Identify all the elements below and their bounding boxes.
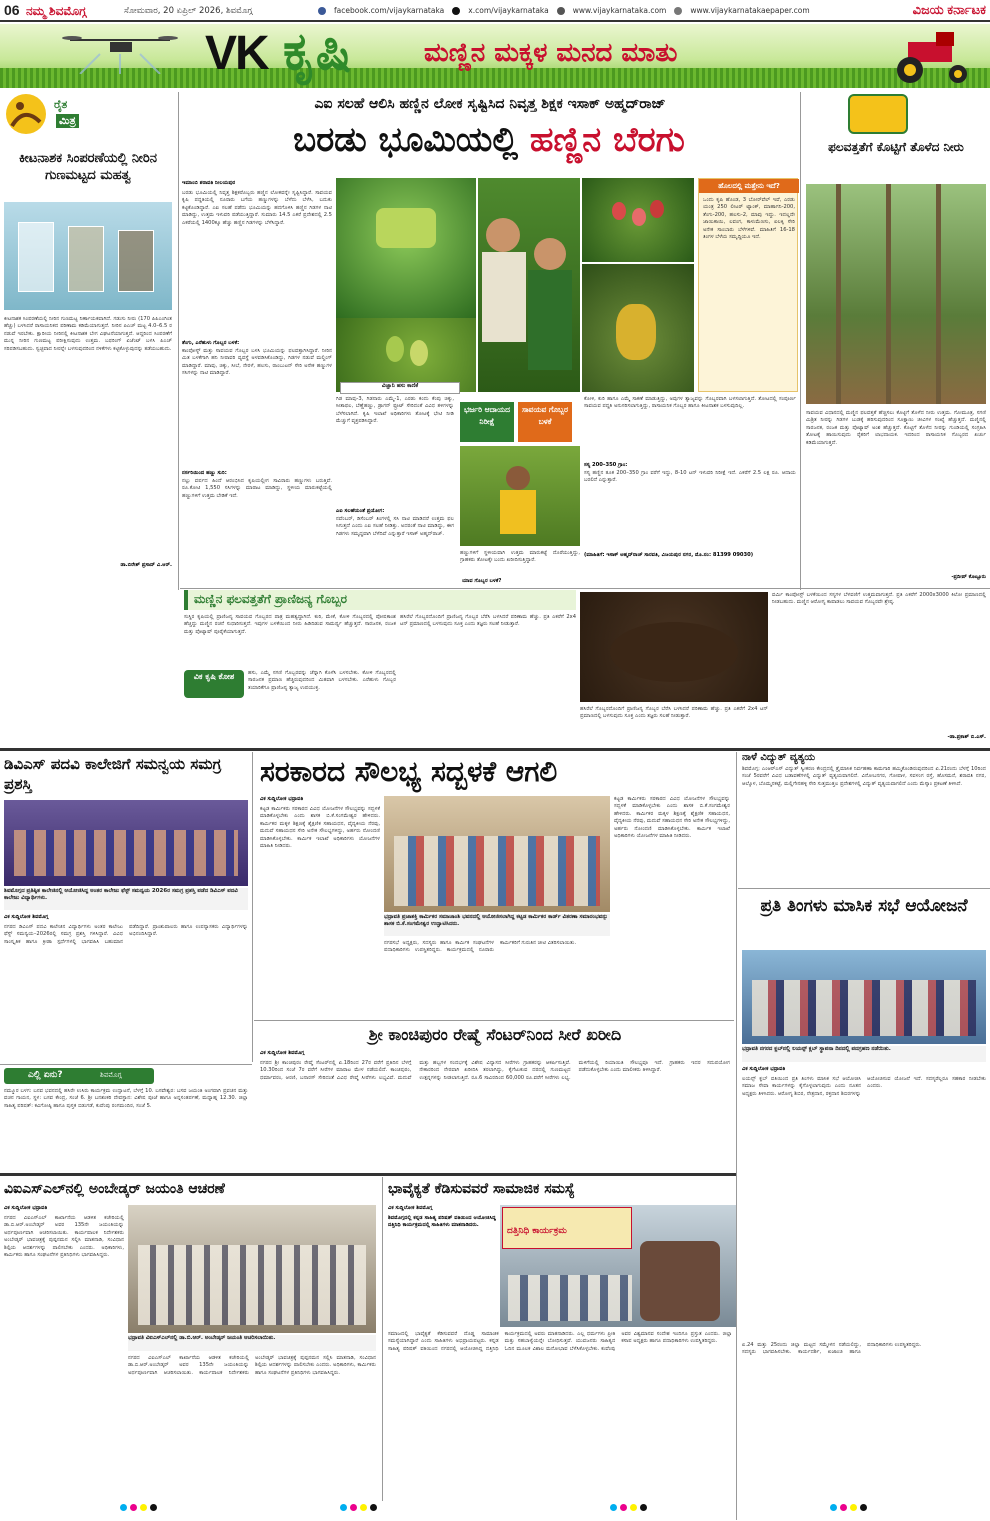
- fruit-box-body: ಒಂದು ಕೃಷಿ ಹೊಂಡ, 3 ಬೋರ್‌ವೆಲ್ ಇವೆ, ಎರಡು ಯಂತ್ರ 250 ಲೀಟರ್ ಟ್ಯಾಂಕ್, ಮಾಹಾಗನಿ-200, ತೆಂಗು-200, ಹಲಸು-2, ಮಾವು ಇದ್ದು. ಇದಲ್ಲದೇ ಜಾಯಿಕಾಯಿ, ಲವಂಗ, ಕಾಳುಮೆಣಸು, ಏಲಕ್ಕಿ ಸೇರಿ ಅನೇಕ ಸಾಂಬಾರು ಬೆಳೆಗಳಿವೆ. ಮಾಹಿತಿಗೆ 16-18 ತಿಂಗಳ ಬೆಳೆಯ ಸಮೃದ್ಧಿಯೂ ಇದೆ.: [703, 197, 795, 241]
- masthead-logo: ವಿಜಯ ಕರ್ನಾಟಕ: [912, 2, 986, 17]
- phalavattate-section: [802, 90, 990, 590]
- tractor-icon: [880, 28, 980, 84]
- social-epaper[interactable]: www.vijaykarnatakaepaper.com: [690, 6, 810, 15]
- social-facebook[interactable]: facebook.com/vijaykarnataka: [334, 6, 445, 15]
- page-header: [0, 0, 990, 22]
- edition-name: ನಮ್ಮ ಶಿವಮೊಗ್ಗ: [26, 4, 87, 18]
- registration-marks-center-right: [610, 1504, 647, 1511]
- farmer-icon: [4, 92, 48, 136]
- dvs-story: [0, 752, 250, 1062]
- dattinidhi-banner: [502, 1207, 632, 1249]
- sarkar-headline: ಸರಕಾರದ ಸೌಲಭ್ಯ ಸದ್ಬಳಕೆ ಆಗಲಿ: [260, 755, 558, 788]
- rose-apple-photo: [582, 178, 694, 262]
- mitra-label: ಮಿತ್ರ: [56, 114, 79, 128]
- tag-savayava: ಸಾವಯವ ಗೊಬ್ಬರ ಬಳಕೆ: [518, 402, 572, 442]
- lead-sub3: ಎಐ ಸಲಹೆಯಂತೆ ಪ್ರಯೋಗ:: [336, 508, 385, 514]
- gobbara-section: [180, 590, 990, 746]
- lead-contact-label: ಯಾವ ಗೊಬ್ಬರ ಬಳಕೆ?: [462, 578, 502, 584]
- lead-body3: ನಲ್ಲು ವರ್ಷದ ಹಿಂದೆ ಆರಂಭಿಸಿದ ಕೃಷಿಯಲ್ಲೀಗ ಸಾವಿರಾರು ಹಣ್ಣುಗಳು ಬರುತ್ತಿವೆ. ರೂ.ಕೋಟಿ 1,550 ಸಸಿಗಳನ್ನು ಮಾರಾಟ ಮಾಡಿದ್ದು, ಸ್ಥಳೀಯ ಮಾರುಕಟ್ಟೆಯಲ್ಲಿ ಹಣ್ಣುಗಳಿಗೆ ಉತ್ತಮ ಬೇಡಿಕೆ ಇದೆ.: [182, 478, 332, 499]
- registration-marks-center-left: [340, 1504, 377, 1511]
- globe-icon: [557, 7, 565, 15]
- raitha-mitra-headline: ಕೀಟನಾಶಕ ಸಿಂಪರಣೆಯಲ್ಲಿ ನೀರಿನ ಗುಣಮಟ್ಟದ ಮಹತ್ವ: [19, 151, 157, 183]
- krishi-kosha-badge: ವಿಕ ಕೃಷಿ ಕೋಶ: [184, 670, 244, 698]
- social-x[interactable]: x.com/vijaykarnataka: [468, 6, 549, 15]
- raitha-mitra-section: [0, 90, 176, 590]
- badge-emblem: [848, 94, 908, 134]
- bhavaikyate-body: ಸಮಾಜದಲ್ಲಿ ಭಾವೈಕ್ಯತೆ ಕೆಡಿಸುವವರೆ ದೊಡ್ಡ ಸಾಮಾಜಿಕ ಸಮಸ್ಯೆಯಾಗಿದ್ದಾರೆ ಎಂದು ಸಾಹಿತಿಗಳು ಅಭಿಪ್ರಾಯಪಟ್ಟರು. ಕನ್ನಡ ಸಾಹಿತ್ಯ ಪರಿಷತ್ ವತಿಯಿಂದ ನಗರದಲ್ಲಿ ಆಯೋಜಿಸಿದ್ದ ದತ್ತಿನಿಧಿ ಕಾರ್ಯಕ್ರಮದಲ್ಲಿ ಅವರು ಮಾತನಾಡಿದರು. ಎಲ್ಲ ಧರ್ಮಗಳು ಪ್ರೀತಿ ಮತ್ತು ಸಹಬಾಳ್ವೆಯನ್ನೇ ಬೋಧಿಸುತ್ತವೆ. ಯುವಜನರು ಸಾಹಿತ್ಯದ ಓದಿನ ಮೂಲಕ ವಿಶಾಲ ಮನೋಭಾವ ಬೆಳೆಸಿಕೊಳ್ಳಬೇಕು. ಕುವೆಂಪು ಅವರ ವಿಶ್ವಮಾನವ ಸಂದೇಶ ಇಂದಿಗೂ ಪ್ರಸ್ತುತ ಎಂದರು. ಜಿಲ್ಲಾ ಕಸಾಪ ಅಧ್ಯಕ್ಷರು ಹಾಗೂ ಪದಾಧಿಕಾರಿಗಳು ಉಪಸ್ಥಿತರಿದ್ದರು.: [388, 1331, 732, 1352]
- tag-bharjari: ಭರ್ಜರಿ ಆದಾಯದ ನಿರೀಕ್ಷೆ: [460, 402, 514, 442]
- fruit-info-box: [698, 178, 798, 392]
- drone-icon: [60, 30, 180, 74]
- x-icon: [452, 7, 460, 15]
- scientist-caption: ವಿಜ್ಞಾನಿ ಹಸು ಕಾಣಿಕೆ: [340, 382, 460, 394]
- farmers-photo: [478, 178, 580, 392]
- lead-story: [180, 90, 798, 590]
- bhavaikyate-story: [384, 1177, 736, 1501]
- vermicompost-photo: [580, 592, 768, 702]
- lead-sub2: ನರ್ಸರಿಯಿಂದ ಹಣ್ಣು ಸುರಿ:: [182, 470, 227, 476]
- gobbara-body3: ಹಸಿರೆಲೆ ಗೊಬ್ಬರದೊಂದಿಗೆ ಪ್ರಾಣಿಜನ್ಯ ಗೊಬ್ಬರ ಬೆರೆಸಿ ಬಳಸಿದರೆ ಪರಿಣಾಮ ಹೆಚ್ಚು. ಪ್ರತಿ ಎಕರೆಗೆ 2x4 ಟನ್ ಪ್ರಮಾಣದಲ್ಲಿ ಬಳಸುವುದು ಸೂಕ್ತ ಎಂದು ತಜ್ಞರು ಸಲಹೆ ನೀಡುತ್ತಾರೆ.: [400, 614, 576, 628]
- gobbara-byline: -ಡಾ.ಪ್ರಕಾಶ್ ಬಿ.ಎಸ್.: [947, 734, 986, 740]
- edition-date: ಸೋಮವಾರ, 20 ಏಪ್ರಿಲ್ 2026, ಶಿವಮೊಗ್ಗ: [124, 6, 253, 16]
- registration-marks-left: [120, 1504, 157, 1511]
- masika-byline: ವಿಕ ಸುದ್ದಿಲೋಕ ಭದ್ರಾವತಿ: [742, 1066, 786, 1072]
- vbsl-headline: ವಿಐಎಸ್‌ಎಲ್‌ನಲ್ಲಿ ಅಂಬೇಡ್ಕರ್ ಜಯಂತಿ ಆಚರಣೆ: [4, 1181, 225, 1197]
- bhavaikyate-side-caption: ಶಿವಮೊಗ್ಗದಲ್ಲಿ ಕನ್ನಡ ಸಾಹಿತ್ಯ ಪರಿಷತ್ ವತಿಯಿಂದ ಆಯೋಜಿಸಿದ್ದ ದತ್ತಿನಿಧಿ ಕಾರ್ಯಕ್ರಮದಲ್ಲಿ ಸಾಹಿತಿಗಳು ಮಾತನಾಡಿದರು.: [388, 1215, 496, 1229]
- gobbara-body-lower: ಹಸಿರೆಲೆ ಗೊಬ್ಬರದೊಂದಿಗೆ ಪ್ರಾಣಿಜನ್ಯ ಗೊಬ್ಬರ ಬೆರೆಸಿ ಬಳಸಿದರೆ ಪರಿಣಾಮ ಹೆಚ್ಚು. ಪ್ರತಿ ಎಕರೆಗೆ 2x4 ಟನ್ ಪ್ರಮಾಣದಲ್ಲಿ ಬಳಸುವುದು ಸೂಕ್ತ ಎಂದು ತಜ್ಞರು ಸಲಹೆ ನೀಡುತ್ತಾರೆ.: [580, 706, 768, 720]
- lead-byline: ಇಮಾಂಬಿ ಶರಾವತಿ ನೀಲಯಪುರ: [182, 180, 236, 186]
- fruit-box-sub: ಸಸ್ಯ 200–350 ಗ್ರಾಂ:: [584, 462, 628, 468]
- banner-vk: VK: [205, 27, 268, 80]
- kanchi-body: ನಗರದ ಶ್ರೀ ಕಾಂಚಿಪುರಂ ರೇಷ್ಮೆ ಸೆಂಟರ್‌ನಲ್ಲಿ ಏ.18ರಿಂದ 27ರ ವರೆಗೆ ಪ್ರತಿದಿನ ಬೆಳಗ್ಗೆ 10.30ರಿಂದ ಸಂಜೆ 7ರ ವರೆಗೆ ಸೀರೆಗಳ ಮಾರಾಟ ಮೇಳ ನಡೆಯಲಿದೆ. ಕಾಂಚಿಪುರಂ, ಧರ್ಮಾವರಂ, ಆರಣಿ, ಬನಾರಸ್ ಸೇರಿದಂತೆ ವಿವಿಧ ರೇಷ್ಮೆ ಸೀರೆಗಳು ಲಭ್ಯವಿವೆ. ಮದುವೆ ಮತ್ತು ಹಬ್ಬಗಳ ಸಂದರ್ಭಕ್ಕೆ ವಿಶೇಷ ವಿನ್ಯಾಸದ ಸೀರೆಗಳು ಗ್ರಾಹಕರನ್ನು ಆಕರ್ಷಿಸುತ್ತಿವೆ. ನೇಕಾರರಿಂದ ನೇರವಾಗಿ ಖರೀದಿಸಿ ತರಲಾಗಿದ್ದು, ಕೈಗೆಟುಕುವ ದರದಲ್ಲಿ ಗುಣಮಟ್ಟದ ಉತ್ಪನ್ನಗಳನ್ನು ನೀಡಲಾಗುತ್ತಿದೆ. ರೂ.6 ಸಾವಿರದಿಂದ 60,000 ರೂ.ವರೆಗೆ ಸೀರೆಗಳು ಲಭ್ಯ. ಮಳಿಗೆಯಲ್ಲಿ ರಿಯಾಯಿತಿ ಸೌಲಭ್ಯವೂ ಇದೆ. ಗ್ರಾಹಕರು ಇದರ ಸದುಪಯೋಗ ಪಡೆದುಕೊಳ್ಳಬೇಕು ಎಂದು ಮಾಲೀಕರು ತಿಳಿಸಿದ್ದಾರೆ.: [260, 1060, 730, 1081]
- vbsl-ambedkar-photo: [128, 1205, 376, 1333]
- page-number: 06: [4, 2, 20, 18]
- vbsl-body-right: ನಗರದ ವಿಐಎಸ್‌ಎಲ್ ಕಾರ್ಖಾನೆಯ ಆಡಳಿತ ಕಚೇರಿಯಲ್ಲಿ ಡಾ.ಬಿ.ಆರ್.ಅಂಬೇಡ್ಕರ್ ಅವರ 135ನೇ ಜಯಂತಿಯನ್ನು ಅರ್ಥಪೂರ್ಣವಾಗಿ ಆಚರಿಸಲಾಯಿತು. ಕಾರ್ಯಪಾಲಕ ನಿರ್ದೇಶಕರು ಅಂಬೇಡ್ಕರ್ ಭಾವಚಿತ್ರಕ್ಕೆ ಪುಷ್ಪನಮನ ಸಲ್ಲಿಸಿ ಮಾತನಾಡಿ, ಸಂವಿಧಾನ ಶಿಲ್ಪಿಯ ಆದರ್ಶಗಳನ್ನು ಪಾಲಿಸಬೇಕು ಎಂದರು. ಅಧಿಕಾರಿಗಳು, ಕಾರ್ಮಿಕರು ಹಾಗೂ ಸಂಘಟನೆಗಳ ಪ್ರತಿನಿಧಿಗಳು ಭಾಗವಹಿಸಿದ್ದರು.: [128, 1355, 376, 1376]
- lead-headline: [180, 118, 798, 162]
- dvs-headline: ಡಿವಿಎಸ್ ಪದವಿ ಕಾಲೇಜಿಗೆ ಸಮನ್ವಯ ಸಮಗ್ರ ಪ್ರಶಸ್ತಿ: [4, 755, 222, 793]
- lions-club-photo: [742, 950, 986, 1044]
- banner-tagline: ಮಣ್ಣಿನ ಮಕ್ಕಳ ಮನದ ಮಾತು: [424, 38, 678, 68]
- vbsl-body: ನಗರದ ವಿಐಎಸ್‌ಎಲ್ ಕಾರ್ಖಾನೆಯ ಆಡಳಿತ ಕಚೇರಿಯಲ್ಲಿ ಡಾ.ಬಿ.ಆರ್.ಅಂಬೇಡ್ಕರ್ ಅವರ 135ನೇ ಜಯಂತಿಯನ್ನು ಅರ್ಥಪೂರ್ಣವಾಗಿ ಆಚರಿಸಲಾಯಿತು. ಕಾರ್ಯಪಾಲಕ ನಿರ್ದೇಶಕರು ಅಂಬೇಡ್ಕರ್ ಭಾವಚಿತ್ರಕ್ಕೆ ಪುಷ್ಪನಮನ ಸಲ್ಲಿಸಿ ಮಾತನಾಡಿ, ಸಂವಿಧಾನ ಶಿಲ್ಪಿಯ ಆದರ್ಶಗಳನ್ನು ಪಾಲಿಸಬೇಕು ಎಂದರು. ಅಧಿಕಾರಿಗಳು, ಕಾರ್ಮಿಕರು ಹಾಗೂ ಸಂಘಟನೆಗಳ ಪ್ರತಿನಿಧಿಗಳು ಭಾಗವಹಿಸಿದ್ದರು.: [4, 1215, 124, 1259]
- coconut-grove-photo: [806, 184, 986, 404]
- banner-brand: ಕೃಷಿ: [283, 24, 352, 81]
- registration-marks-right: [830, 1504, 867, 1511]
- vidyut-body: ಶಿವಮೊಗ್ಗ: ಎಂಆರ್‌ಎಸ್ ವಿದ್ಯುತ್ ಸ್ವೀಕರಣ ಕೇಂದ್ರದಲ್ಲಿ ತ್ರೈಮಾಸಿಕ ನಿರ್ವಹಣಾ ಕಾಮಗಾರಿ ಹಮ್ಮಿಕೊಂಡಿರುವುದರಿಂದ ಏ.21ರಂದು ಬೆಳಗ್ಗೆ 10ರಿಂದ ಸಂಜೆ 5ರವರೆಗೆ ವಿವಿಧ ಬಡಾವಣೆಗಳಲ್ಲಿ ವಿದ್ಯುತ್ ವ್ಯತ್ಯಯವಾಗಲಿದೆ. ವಿನೋಬನಗರ, ಗೋಪಾಳ, ಸವಳಂಗ ರಸ್ತೆ, ಹೊಸಮನೆ, ಶರಾವತಿ ನಗರ, ಆಲ್ಕೊಳ, ಬೊಮ್ಮನಕಟ್ಟೆ, ಮಲ್ಲಿಗೇನಹಳ್ಳಿ ಸೇರಿ ಸುತ್ತಮುತ್ತಲ ಪ್ರದೇಶಗಳಲ್ಲಿ ವಿದ್ಯುತ್ ವ್ಯತ್ಯಯವಾಗಲಿದೆ ಎಂದು ಮೆಸ್ಕಾಂ ಪ್ರಕಟಣೆ ತಿಳಿಸಿದೆ.: [742, 766, 986, 787]
- epaper-icon: [674, 7, 682, 15]
- mango-photo: [336, 318, 476, 392]
- sarkar-body: ಕಟ್ಟಡ ಕಾರ್ಮಿಕರು ಸರಕಾರದ ವಿವಿಧ ಯೋಜನೆಗಳ ಸೌಲಭ್ಯವನ್ನು ಸದ್ಬಳಕೆ ಮಾಡಿಕೊಳ್ಳಬೇಕು ಎಂದು ಶಾಸಕ ಬಿ.ಕೆ.ಸಂಗಮೇಶ್ವರ ಹೇಳಿದರು. ಕಾರ್ಮಿಕರ ಮಕ್ಕಳ ಶಿಕ್ಷಣಕ್ಕೆ ಶೈಕ್ಷಣಿಕ ಸಹಾಯಧನ, ವೈದ್ಯಕೀಯ ನೆರವು, ಮದುವೆ ಸಹಾಯಧನ ಸೇರಿ ಅನೇಕ ಸೌಲಭ್ಯಗಳಿದ್ದು, ಅರ್ಹರು ನೋಂದಣಿ ಮಾಡಿಸಿಕೊಳ್ಳಬೇಕು. ಕಾರ್ಮಿಕ ಇಲಾಖೆ ಅಧಿಕಾರಿಗಳು ಯೋಜನೆಗಳ ಮಾಹಿತಿ ನೀಡಿದರು.: [260, 806, 380, 850]
- elli-enu-box: [0, 1066, 252, 1172]
- masika-body2: ಏ.24 ಮತ್ತು 25ರಂದು ಜಿಲ್ಲಾ ಮಟ್ಟದ ಸಮ್ಮೇಳನ ನಡೆಯಲಿದ್ದು, ಸದಸ್ಯರು ಭಾಗವಹಿಸಬೇಕು. ಕಾರ್ಯದರ್ಶಿ, ಖಜಾಂಚಿ ಹಾಗೂ ಪದಾಧಿಕಾರಿಗಳು ಉಪಸ್ಥಿತರಿದ್ದರು.: [742, 1342, 922, 1356]
- masika-caption: ಭದ್ರಾವತಿ ನಗರದ ಕ್ಲಬ್‌ನಲ್ಲಿ ಲಯನ್ಸ್ ಕ್ಲಬ್ ಸ್ಥಾಪನಾ ದಿನದಲ್ಲಿ ಪದಗ್ರಹಣ ನಡೆಯಿತು.: [742, 1046, 986, 1062]
- bananas-photo: [336, 178, 476, 318]
- social-links: [318, 6, 810, 15]
- elli-enu-title: ಎಲ್ಲಿ ಏನು?: [28, 1070, 63, 1080]
- vidyut-headline: ನಾಳೆ ವಿದ್ಯುತ್ ವ್ಯತ್ಯಯ: [742, 752, 816, 763]
- fruit-box-title: ಹೊಲದಲ್ಲಿ ಮತ್ತೇನು ಇದೆ?: [699, 179, 799, 193]
- vidyut-story: [738, 752, 990, 886]
- gobbara-body4: ವರ್ಮಿ ಕಾಂಪೋಸ್ಟ್ ಬಳಕೆಯಿಂದ ಸಸ್ಯಗಳ ಬೆಳವಣಿಗೆ ಉತ್ತಮವಾಗುತ್ತದೆ. ಪ್ರತಿ ಎಕರೆಗೆ 2000x3000 ಕಿಲೋ ಪ್ರಮಾಣದಲ್ಲಿ ನೀಡಬಹುದು. ಮಣ್ಣಿನ ಆರೋಗ್ಯ ಕಾಪಾಡಲು ಸಾವಯವ ಗೊಬ್ಬರವೇ ಶ್ರೇಷ್ಠ.: [772, 592, 986, 606]
- gobbara-body: ಸುಸ್ಥಿರ ಕೃಷಿಯಲ್ಲಿ ಪ್ರಾಣಿಜನ್ಯ ಸಾವಯವ ಗೊಬ್ಬರದ ಪಾತ್ರ ಮಹತ್ವದ್ದಾಗಿದೆ. ಕುರಿ, ಮೇಕೆ, ಕೋಳಿ ಗೊಬ್ಬರದಲ್ಲಿ ಪೋಷಕಾಂಶ ಹೆಚ್ಚಿದ್ದು ಮಣ್ಣಿನ ರಚನೆ ಸುಧಾರಿಸುತ್ತದೆ. ಇವುಗಳ ಬಳಕೆಯಿಂದ ನೀರು ಹಿಡಿದಿಡುವ ಸಾಮರ್ಥ್ಯ ಹೆಚ್ಚುತ್ತದೆ. ಸಾರಜನಕ, ರಂಜಕ ಮತ್ತು ಪೊಟ್ಯಾಷ್ ಪೂರೈಕೆಯಾಗುತ್ತದೆ.: [184, 614, 396, 635]
- gobbara-headline-bar: [184, 590, 576, 610]
- elli-enu-place: ಶಿವಮೊಗ್ಗ: [100, 1071, 122, 1079]
- phalavattate-body: ಸಾವಯವ ವಿಧಾನದಲ್ಲಿ ಮಣ್ಣಿನ ಫಲವತ್ತತೆ ಹೆಚ್ಚಿಸಲು ಕೊಟ್ಟಿಗೆ ತೊಳೆದ ನೀರು ಉತ್ತಮ. ಗೋಮೂತ್ರ, ಸಗಣಿ ಮಿಶ್ರಿತ ನೀರನ್ನು ಗಿಡಗಳ ಬುಡಕ್ಕೆ ಹರಿಸುವುದರಿಂದ ಸೂಕ್ಷ್ಮಾಣು ಜೀವಿಗಳ ಸಂಖ್ಯೆ ಹೆಚ್ಚುತ್ತದೆ. ಮಣ್ಣಿನಲ್ಲಿ ಸಾರಜನಕ, ರಂಜಕ ಮತ್ತು ಪೊಟ್ಯಾಷ್ ಅಂಶ ಹೆಚ್ಚುತ್ತದೆ. ಕೊಟ್ಟಿಗೆ ತೊಳೆದ ನೀರನ್ನು ಗುಂಡಿಯಲ್ಲಿ ಸಂಗ್ರಹಿಸಿ ತೋಟಕ್ಕೆ ಹಾಯಿಸುವುದು ರೈತರಿಗೆ ಲಾಭದಾಯಕ. ಇದರಿಂದ ರಾಸಾಯನಿಕ ಗೊಬ್ಬರದ ಖರ್ಚು ಕಡಿಮೆಯಾಗುತ್ತದೆ.: [806, 410, 986, 446]
- sarkar-story: [254, 752, 734, 1020]
- lead-body6: ಹಣ್ಣುಗಳಿಗೆ ಸ್ಥಳೀಯವಾಗಿ ಉತ್ತಮ ಮಾರುಕಟ್ಟೆ ದೊರೆಯುತ್ತಿದ್ದು, ಗ್ರಾಹಕರು ತೋಟಕ್ಕೇ ಬಂದು ಖರೀದಿಸುತ್ತಿದ್ದಾರೆ.: [460, 550, 580, 564]
- vbsl-caption: ಭದ್ರಾವತಿ ವಿಐಎಸ್‌ಎಲ್‌ನಲ್ಲಿ ಡಾ.ಬಿ.ಆರ್. ಅಂಬೇಡ್ಕರ್ ಜಯಂತಿ ಆಚರಿಸಲಾಯಿತು.: [128, 1335, 376, 1351]
- phalavattate-headline: ಫಲವತ್ತತೆಗೆ ಕೊಟ್ಟಿಗೆ ತೊಳೆದ ನೀರು: [828, 140, 964, 154]
- sarkar-body-right: ಕಟ್ಟಡ ಕಾರ್ಮಿಕರು ಸರಕಾರದ ವಿವಿಧ ಯೋಜನೆಗಳ ಸೌಲಭ್ಯವನ್ನು ಸದ್ಬಳಕೆ ಮಾಡಿಕೊಳ್ಳಬೇಕು ಎಂದು ಶಾಸಕ ಬಿ.ಕೆ.ಸಂಗಮೇಶ್ವರ ಹೇಳಿದರು. ಕಾರ್ಮಿಕರ ಮಕ್ಕಳ ಶಿಕ್ಷಣಕ್ಕೆ ಶೈಕ್ಷಣಿಕ ಸಹಾಯಧನ, ವೈದ್ಯಕೀಯ ನೆರವು, ಮದುವೆ ಸಹಾಯಧನ ಸೇರಿ ಅನೇಕ ಸೌಲಭ್ಯಗಳಿದ್ದು, ಅರ್ಹರು ನೋಂದಣಿ ಮಾಡಿಸಿಕೊಳ್ಳಬೇಕು. ಕಾರ್ಮಿಕ ಇಲಾಖೆ ಅಧಿಕಾರಿಗಳು ಯೋಜನೆಗಳ ಮಾಹಿತಿ ನೀಡಿದರು.: [614, 796, 730, 840]
- dvs-body: ನಗರದ ಡಿವಿಎಸ್ ಪದವಿ ಕಾಲೇಜಿನ ವಿದ್ಯಾರ್ಥಿಗಳು ಅಂತರ ಕಾಲೇಜು ಫೆಸ್ಟ್ ಸಮನ್ವಯ–2026ರಲ್ಲಿ ಸಮಗ್ರ ಪ್ರಶಸ್ತಿ ಗಳಿಸಿದ್ದಾರೆ. ವಿವಿಧ ಸಾಂಸ್ಕೃತಿಕ ಹಾಗೂ ಕ್ರೀಡಾ ಸ್ಪರ್ಧೆಗಳಲ್ಲಿ ಭಾಗವಹಿಸಿ ಬಹುಮಾನ ಪಡೆದಿದ್ದಾರೆ. ಪ್ರಾಂಶುಪಾಲರು ಹಾಗೂ ಉಪನ್ಯಾಸಕರು ವಿದ್ಯಾರ್ಥಿಗಳನ್ನು ಅಭಿನಂದಿಸಿದ್ದಾರೆ.: [4, 924, 248, 945]
- lead-body4: ಗಿಡ ಮಾವು-3, ಗಿಡನಾರು ಎಮ್ಮೆ-1, ಎರಡು ಕಂದು ಕೆಂಪು ಚಿಕ್ಕು, ಸೀತಾಫಲ, ಬೆಣ್ಣೆಹಣ್ಣು, ಡ್ರಾಗನ್ ಫ್ರೂಟ್ ಸೇರಿದಂತೆ ವಿವಿಧ ತಳಿಗಳನ್ನು ಬೆಳೆಸಲಾಗಿದೆ. ಕೃಷಿ ಇಲಾಖೆ ಅಧಿಕಾರಿಗಳು ತೋಟಕ್ಕೆ ಭೇಟಿ ನೀಡಿ ಮೆಚ್ಚುಗೆ ವ್ಯಕ್ತಪಡಿಸಿದ್ದಾರೆ.: [336, 396, 454, 425]
- sarkar-byline: ವಿಕ ಸುದ್ದಿಲೋಕ ಭದ್ರಾವತಿ: [260, 796, 304, 802]
- kanchi-byline: ವಿಕ ಸುದ್ದಿಲೋಕ ಶಿವಮೊಗ್ಗ: [260, 1050, 305, 1056]
- raitha-label: ರೈತ: [54, 98, 68, 111]
- fruit-box-contact: (ಮಾಹಿತಿಗೆ: ಇಸಾಕ್ ಅಹ್ಮದ್‌ರಾಜ್ ಸಾರವತಿ, ವಿಜಯಪುರ ನಗರ, ಮೊ.ನಂ: 81399 09030): [584, 552, 754, 558]
- lead-sub1: ತೆಂಗು, ಎರೆಹುಳು ಗೊಬ್ಬರ ಬಳಕೆ:: [182, 340, 240, 346]
- gobbara-body2: ಹಸು, ಎಮ್ಮೆ ಸಗಣಿ ಗೊಬ್ಬರವನ್ನು ಚೆನ್ನಾಗಿ ಕೊಳೆಸಿ ಬಳಸಬೇಕು. ಕೋಳಿ ಗೊಬ್ಬರದಲ್ಲಿ ಸಾರಜನಕ ಪ್ರಮಾಣ ಹೆಚ್ಚಿರುವುದರಿಂದ ಮಿತವಾಗಿ ಬಳಸಬೇಕು. ಎರೆಹುಳು ಗೊಬ್ಬರ ತಯಾರಿಕೆಗೂ ಪ್ರಾಣಿಜನ್ಯ ತ್ಯಾಜ್ಯ ಉಪಯುಕ್ತ.: [248, 670, 396, 691]
- dvs-byline: ವಿಕ ಸುದ್ದಿಲೋಕ ಶಿವಮೊಗ್ಗ: [4, 914, 49, 920]
- dvs-caption: ಶಿವಮೊಗ್ಗದ ಪ್ರತಿಷ್ಠಿತ ಕಾಲೇಜಿನಲ್ಲಿ ಆಯೋಜಿಸಿದ್ದ ಅಂತರ ಕಾಲೇಜು ಫೆಸ್ಟ್ ಸಮನ್ವಯ 2026ರ ಸಮಗ್ರ ಪ್ರಶಸ್ತಿ ಪಡೆದ ಡಿವಿಎಸ್ ಪದವಿ ಕಾಲೇಜು ವಿದ್ಯಾರ್ಥಿಗಳು.: [4, 888, 248, 910]
- lead-headline-part1: ಬರಡು ಭೂಮಿಯಲ್ಲಿ: [293, 120, 519, 160]
- lead-body: ಬರಡು ಭೂಮಿಯಲ್ಲಿ ನಿವೃತ್ತ ಶಿಕ್ಷಕರೊಬ್ಬರು ಹಣ್ಣಿನ ಲೋಕವನ್ನೇ ಸೃಷ್ಟಿಸಿದ್ದಾರೆ. ಸಾವಯವ ಕೃಷಿ ಪದ್ಧತಿಯಲ್ಲಿ ನೂರಾರು ಬಗೆಯ ಹಣ್ಣುಗಳನ್ನು ಬೆಳೆದು ಬೆಳೆಸಿ, ಬದುಕು ಕಟ್ಟಿಕೊಂಡಿದ್ದಾರೆ. ಎಐ ಸಲಹೆ ಪಡೆದು ಭೂಮಿಯನ್ನು ಹದಗೊಳಿಸಿ ಹಣ್ಣಿನ ಗಿಡಗಳ ನಾಟಿ ಮಾಡಿದ್ದು, ಉತ್ತಮ ಇಳುವರಿ ಪಡೆಯುತ್ತಿದ್ದಾರೆ. ಸುಮಾರು 14.5 ಎಕರೆ ಪ್ರದೇಶದಲ್ಲಿ 2.5 ಎಕರೆಯಲ್ಲಿ 1400ಕ್ಕೂ ಹೆಚ್ಚು ಹಣ್ಣಿನ ಗಿಡಗಳನ್ನು ಬೆಳೆಸಿದ್ದಾರೆ.: [182, 190, 332, 226]
- vbsl-byline: ವಿಕ ಸುದ್ದಿಲೋಕ ಭದ್ರಾವತಿ: [4, 1205, 48, 1211]
- raitha-mitra-badge: [4, 92, 104, 136]
- facebook-icon: [318, 7, 326, 15]
- sarkar-caption: ಭದ್ರಾವತಿ ಪ್ರಜಾಶಕ್ತಿ ಕಾರ್ಮಿಕರ ಸಮಾಜಾಂಶಿ ಭವನದಲ್ಲಿ ಆಯೋಜಿಸಲಾಗಿದ್ದ ಕಟ್ಟಡ ಕಾರ್ಮಿಕರ ಕಾರ್ಡ್ ವಿತರಣಾ ಸಮಾರಂಭವನ್ನು ಶಾಸಕ ಬಿ.ಕೆ.ಸಂಗಮೇಶ್ವರ ಉದ್ಘಾಟಿಸಿದರು.: [384, 914, 610, 936]
- masika-story: [738, 890, 990, 1520]
- kanchi-story: [254, 1022, 734, 1172]
- dvs-award-photo: [4, 800, 248, 886]
- water-glasses-photo: [4, 202, 172, 310]
- lead-body2: ಕಾಂಪೋಸ್ಟ್ ಮತ್ತು ಸಾವಯವ ಗೊಬ್ಬರ ಬಳಸಿ ಭೂಮಿಯನ್ನು ಫಲವತ್ತಾಗಿಸಿದ್ದಾರೆ. ನೀರಿನ ಮಿತ ಬಳಕೆಗಾಗಿ ಹನಿ ನೀರಾವರಿ ವ್ಯವಸ್ಥೆ ಅಳವಡಿಸಿಕೊಂಡಿದ್ದು, ಗಿಡಗಳ ನಡುವೆ ಮಲ್ಚಿಂಗ್ ಮಾಡಿದ್ದಾರೆ. ಮಾವು, ಚಿಕ್ಕು, ಸೀಬೆ, ನೇರಳೆ, ಹಲಸು, ರಾಂಬುಟನ್ ಸೇರಿ ಅನೇಕ ಹಣ್ಣುಗಳ ಸಸಿಗಳನ್ನು ನಾಟಿ ಮಾಡಿದ್ದಾರೆ.: [182, 348, 332, 377]
- social-website[interactable]: www.vijaykarnataka.com: [572, 6, 667, 15]
- sarkar-body2: ನಗರಸಭೆ ಅಧ್ಯಕ್ಷರು, ಸದಸ್ಯರು ಹಾಗೂ ಕಾರ್ಮಿಕ ಸಂಘಟನೆಗಳ ಪದಾಧಿಕಾರಿಗಳು ಉಪಸ್ಥಿತರಿದ್ದರು. ಕಾರ್ಯಕ್ರಮದಲ್ಲಿ ನೂರಾರು ಕಾರ್ಮಿಕರಿಗೆ ಗುರುತಿನ ಚೀಟಿ ವಿತರಿಸಲಾಯಿತು.: [384, 940, 577, 954]
- gobbara-headline: ಮಣ್ಣಿನ ಫಲವತ್ತತೆಗೆ ಪ್ರಾಣಿಜನ್ಯ ಗೊಬ್ಬರ: [194, 592, 347, 606]
- raitha-mitra-body: ಕೀಟನಾಶಕ ಸಿಂಪರಣೆಯಲ್ಲಿ ನೀರಿನ ಗುಣಮಟ್ಟ ನಿರ್ಣಾಯಕವಾಗಿದೆ. ಗಡುಸು ನೀರು (170 ಪಿಪಿಎಂಗಿಂತ ಹೆಚ್ಚು) ಬಳಸಿದರೆ ರಾಸಾಯನಿಕದ ಪರಿಣಾಮ ಕಡಿಮೆಯಾಗುತ್ತದೆ. ನೀರಿನ ಪಿಎಚ್ ಮಟ್ಟ 4.0–6.5 ರ ನಡುವೆ ಇರಬೇಕು. ಕ್ಷಾರೀಯ ನೀರಿನಲ್ಲಿ ಕೀಟನಾಶಕ ಬೇಗ ವಿಘಟನೆಯಾಗುತ್ತದೆ. ಆದ್ದರಿಂದ ಸಿಂಪರಣೆಗೆ ಮುನ್ನ ನೀರಿನ ಗುಣಮಟ್ಟ ಪರೀಕ್ಷಿಸುವುದು ಉತ್ತಮ. ಬಫರಿಂಗ್ ಏಜೆಂಟ್ ಬಳಸಿ ಪಿಎಚ್ ಸರಿಪಡಿಸಬಹುದು. ಸ್ವಚ್ಛವಾದ ನೀರನ್ನೇ ಬಳಸುವುದರಿಂದ ನಳಿಕೆಗಳು ಕಟ್ಟಿಕೊಳ್ಳುವುದನ್ನು ತಡೆಯಬಹುದು.: [4, 316, 172, 352]
- vbsl-story: [0, 1177, 380, 1501]
- fruit-box-body3: ಸಸ್ಯ ಹಣ್ಣಿನ ತೂಕ 200–350 ಗ್ರಾಂ ವರೆಗೆ ಇದ್ದು, 8-10 ಟನ್ ಇಳುವರಿ ನಿರೀಕ್ಷೆ ಇದೆ. ಎಕರೆಗೆ 2.5 ಲಕ್ಷ ರೂ. ಆದಾಯ ಬರಲಿದೆ ಎನ್ನುತ್ತಾರೆ.: [584, 470, 796, 484]
- lead-headline-part2: ಹಣ್ಣಿನ ಬೆರಗು: [529, 120, 685, 160]
- phalavattate-byline: -ಪ್ರದೀಪ್ ಕೊಟ್ಟೂರು: [951, 574, 986, 580]
- kanchi-headline: ಶ್ರೀ ಕಾಂಚಿಪುರಂ ರೇಷ್ಮೆ ಸೆಂಟರ್‌ನಿಂದ ಸೀರೆ ಖರೀದಿ: [368, 1025, 622, 1044]
- vk-krishi-banner: [0, 24, 990, 88]
- masika-body: ಲಯನ್ಸ್ ಕ್ಲಬ್ ವತಿಯಿಂದ ಪ್ರತಿ ತಿಂಗಳು ಮಾಸಿಕ ಸಭೆ ಆಯೋಜಿಸಿ ಸಮಾಜ ಸೇವಾ ಕಾರ್ಯಗಳನ್ನು ಕೈಗೊಳ್ಳಲಾಗುವುದು ಎಂದು ನೂತನ ಅಧ್ಯಕ್ಷರು ತಿಳಿಸಿದರು. ಆರೋಗ್ಯ ಶಿಬಿರ, ನೇತ್ರದಾನ, ರಕ್ತದಾನ ಶಿಬಿರಗಳನ್ನು ಆಯೋಜಿಸುವ ಯೋಜನೆ ಇದೆ. ಸದಸ್ಯರೆಲ್ಲರೂ ಸಹಕಾರ ನೀಡಬೇಕು ಎಂದರು.: [742, 1076, 986, 1097]
- jackfruit-photo: [582, 264, 694, 392]
- dattinidhi-banner-text: ದತ್ತಿನಿಧಿ ಕಾರ್ಯಕ್ರಮ: [507, 1226, 567, 1236]
- raitha-mitra-byline: ಡಾ.ಬಿರೇಶ್ ಪ್ರಸಾದ್ ವಿ.ಆರ್.: [120, 562, 172, 568]
- bhavaikyate-photo: [500, 1205, 736, 1327]
- fruit-box-body2: ಕೋಳಿ, ಕುರಿ ಹಾಗೂ ಎಮ್ಮೆ ಸಾಕಣೆ ಮಾಡುತ್ತಿದ್ದು, ಅವುಗಳ ತ್ಯಾಜ್ಯವನ್ನು ಗೊಬ್ಬರವಾಗಿ ಬಳಸಲಾಗುತ್ತಿದೆ. ತೋಟದಲ್ಲಿ ಸಂಪೂರ್ಣ ಸಾವಯವ ಪದ್ಧತಿ ಅನುಸರಿಸಲಾಗುತ್ತಿದ್ದು, ರಾಸಾಯನಿಕ ಗೊಬ್ಬರ ಹಾಗೂ ಕೀಟನಾಶಕ ಬಳಸುವುದಿಲ್ಲ.: [584, 396, 796, 410]
- sarkar-event-photo: [384, 796, 610, 912]
- bhavaikyate-headline: ಭಾವೈಕ್ಯತೆ ಕೆಡಿಸುವವರೆ ಸಾಮಾಜಿಕ ಸಮಸ್ಯೆ: [388, 1181, 575, 1197]
- masika-headline: ಪ್ರತಿ ತಿಂಗಳು ಮಾಸಿಕ ಸಭೆ ಆಯೋಜನೆ: [760, 896, 968, 916]
- farmer-in-field-photo: [460, 446, 580, 546]
- lead-kicker: ಎಐ ಸಲಹೆ ಆಲಿಸಿ ಹಣ್ಣಿನ ಲೋಕ ಸೃಷ್ಟಿಸಿದ ನಿವೃತ್ತ ಶಿಕ್ಷಕ ಇಸಾಕ್ ಅಹ್ಮದ್‌ರಾಜ್: [314, 96, 666, 112]
- bhavaikyate-byline: ವಿಕ ಸುದ್ದಿಲೋಕ ಶಿವಮೊಗ್ಗ: [388, 1205, 433, 1211]
- elli-enu-body: ನಮ್ಮೂರ ಬಳಗ: ಬನವ ಭವನದಲ್ಲಿ ಹಸಿರೇ ಉಸಿರು ಕಾರ್ಯಕ್ರಮ ಉದ್ಘಾಟನೆ, ಬೆಳಗ್ಗೆ 10. ಬಸವೇಶ್ವರ: ಬಸವ ಜಯಂತಿ ಅಂಗವಾಗಿ ಪ್ರವಚನ ಮತ್ತು ವಚನ ಗಾಯನ, ಸ್ಥಳ: ಬಸವ ಕೇಂದ್ರ, ಸಂಜೆ 6. ಶ್ರೀ ಬನಶಂಕರಿ ದೇವಸ್ಥಾನ: ವಿಶೇಷ ಪೂಜೆ ಹಾಗೂ ಅನ್ನಸಂತರ್ಪಣೆ, ಮಧ್ಯಾಹ್ನ 12.30. ಜಿಲ್ಲಾ ಸಾಹಿತ್ಯ ಪರಿಷತ್: ಕವಿಗೋಷ್ಠಿ ಹಾಗೂ ಪುಸ್ತಕ ಬಿಡುಗಡೆ, ಕುವೆಂಪು ರಂಗಮಂದಿರ, ಸಂಜೆ 5.: [4, 1088, 248, 1109]
- elli-enu-title-bar: [4, 1068, 154, 1084]
- lead-body5: ನವೆಂಬರ್, ಡಿಸೆಂಬರ್ ತಿಂಗಳಲ್ಲಿ ಸಸಿ ನಾಟಿ ಮಾಡಿದರೆ ಉತ್ತಮ ಫಲ ಸಿಗುತ್ತದೆ ಎಂದು ಎಐ ಸಲಹೆ ನೀಡಿತ್ತು. ಅದರಂತೆ ನಾಟಿ ಮಾಡಿದ್ದು, ಈಗ ಗಿಡಗಳು ಸಮೃದ್ಧವಾಗಿ ಬೆಳೆದಿವೆ ಎನ್ನುತ್ತಾರೆ ಇಸಾಕ್ ಅಹ್ಮದ್‌ರಾಜ್.: [336, 516, 454, 537]
